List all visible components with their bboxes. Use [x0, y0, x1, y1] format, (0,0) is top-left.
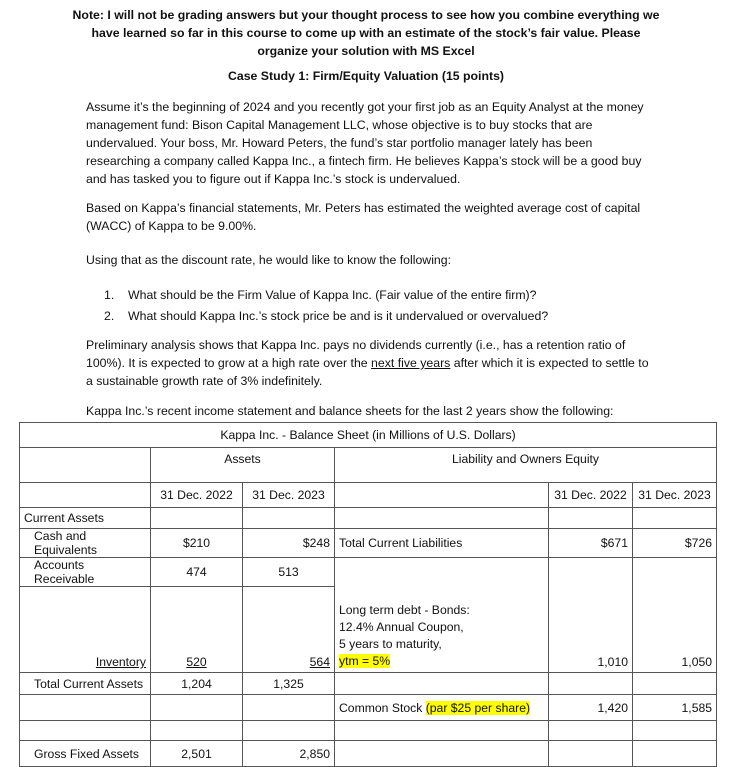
cash-label: Cash and Equivalents — [20, 529, 151, 558]
empty-cell — [335, 741, 549, 767]
ltd-2022: 1,010 — [549, 587, 633, 673]
empty-cell — [549, 508, 633, 529]
cs-2023: 1,585 — [633, 695, 717, 721]
table-row — [20, 508, 717, 529]
date-header-row — [20, 483, 717, 508]
section-header-row — [20, 448, 717, 483]
wacc-line: Based on Kappa’s financial statements, Mr. Peters has estimated the weighted average cost of capital — [86, 201, 641, 215]
prelim-paragraph — [86, 336, 666, 390]
question-item — [104, 306, 548, 327]
prelim-text: after which it is expected to settle to — [450, 356, 649, 370]
intro-line: researching a company called Kappa Inc., a fintech firm. He believes Kappa’s stock will be a good buy — [86, 154, 642, 168]
liab-col-2022: 31 Dec. 2022 — [549, 483, 633, 508]
wacc-line: (WACC) of Kappa to be 9.00%. — [86, 219, 257, 233]
empty-cell — [633, 558, 717, 587]
intro-line: and has tasked you to figure out if Kappa Inc.’s stock is undervalued. — [86, 172, 461, 186]
table-row — [20, 741, 717, 767]
table-title: Kappa Inc. - Balance Sheet (in Millions of U.S. Dollars) — [20, 423, 717, 448]
ltd-line: 5 years to maturity, — [339, 637, 442, 651]
table-row — [20, 673, 717, 695]
gfa-2023: 2,850 — [243, 741, 335, 767]
tcl-2022: $671 — [549, 529, 633, 558]
cash-2023: $248 — [243, 529, 335, 558]
liab-col-2023: 31 Dec. 2023 — [633, 483, 717, 508]
cs-2022: 1,420 — [549, 695, 633, 721]
table-row — [20, 558, 717, 587]
ar-2022: 474 — [151, 558, 243, 587]
long-term-debt-cell — [335, 558, 549, 673]
empty-cell — [20, 483, 151, 508]
question-list — [104, 285, 548, 327]
empty-cell — [243, 695, 335, 721]
inventory-2022: 520 — [151, 587, 243, 673]
ltd-line: 12.4% Annual Coupon, — [339, 620, 464, 634]
empty-cell — [151, 721, 243, 741]
question-number: 2. — [104, 309, 115, 323]
table-row — [20, 721, 717, 741]
intro-paragraph — [86, 98, 666, 188]
assets-header: Assets — [151, 448, 335, 483]
inventory-2023: 564 — [243, 587, 335, 673]
assets-col-2023: 31 Dec. 2023 — [243, 483, 335, 508]
tca-2023: 1,325 — [243, 673, 335, 695]
prelim-line: Preliminary analysis shows that Kappa Inc. pays no dividends currently (i.e., has a retention ratio of — [86, 338, 626, 352]
tca-2022: 1,204 — [151, 673, 243, 695]
question-item — [104, 285, 548, 306]
empty-cell — [335, 721, 549, 741]
ltd-line — [339, 653, 544, 670]
table-title-row — [20, 423, 717, 448]
ytm-highlight: ytm = 5% — [339, 654, 391, 668]
empty-cell — [549, 673, 633, 695]
assets-col-2022: 31 Dec. 2022 — [151, 483, 243, 508]
empty-cell — [243, 721, 335, 741]
empty-cell — [633, 741, 717, 767]
common-stock-text: Common Stock — [339, 700, 426, 715]
empty-cell — [335, 673, 549, 695]
intro-line: Assume it’s the beginning of 2024 and you recently got your first job as an Equity Analyst at the money — [86, 100, 644, 114]
prelim-underlined: next five years — [371, 356, 451, 370]
table-row — [20, 529, 717, 558]
empty-cell — [335, 483, 549, 508]
liabilities-header: Liability and Owners Equity — [335, 448, 717, 483]
empty-cell — [20, 448, 151, 483]
ar-2023: 513 — [243, 558, 335, 587]
inventory-label: Inventory — [20, 587, 151, 673]
note-line: organize your solution with MS Excel — [257, 44, 475, 58]
empty-cell — [633, 673, 717, 695]
prelim-line: a sustainable growth rate of 3% indefinitely. — [86, 374, 323, 388]
empty-cell — [549, 741, 633, 767]
empty-cell — [633, 508, 717, 529]
ltd-line: Long term debt - Bonds: — [339, 603, 470, 617]
tcl-2023: $726 — [633, 529, 717, 558]
common-stock-label — [335, 695, 549, 721]
question-text: What should Kappa Inc.’s stock price be and is it undervalued or overvalued? — [128, 309, 549, 323]
empty-cell — [335, 508, 549, 529]
prelim-line — [86, 354, 666, 372]
gfa-2022: 2,501 — [151, 741, 243, 767]
empty-cell — [549, 721, 633, 741]
intro-line: undervalued. Your boss, Mr. Howard Peters, the fund’s star portfolio manager lately has been — [86, 136, 593, 150]
question-text: What should be the Firm Value of Kappa Inc. (Fair value of the entire firm)? — [128, 288, 537, 302]
gfa-label: Gross Fixed Assets — [20, 741, 151, 767]
tca-label: Total Current Assets — [20, 673, 151, 695]
intro-line: management fund: Bison Capital Management LLC, whose objective is to buy stocks that are — [86, 118, 593, 132]
empty-cell — [243, 508, 335, 529]
ar-label: Accounts Receivable — [20, 558, 151, 587]
par-highlight: (par $25 per share) — [425, 700, 531, 715]
question-number: 1. — [104, 288, 115, 302]
recent-text: Kappa Inc.’s recent income statement and balance sheets for the last 2 years show the following: — [86, 404, 614, 418]
empty-cell — [549, 558, 633, 587]
ltd-2023: 1,050 — [633, 587, 717, 673]
balance-sheet-table — [19, 422, 717, 767]
current-assets-label: Current Assets — [20, 508, 151, 529]
table-row — [20, 695, 717, 721]
empty-cell — [20, 695, 151, 721]
note-heading — [60, 6, 672, 60]
discount-text: Using that as the discount rate, he would like to know the following: — [86, 253, 452, 267]
empty-cell — [20, 721, 151, 741]
prelim-text: 100%). It is expected to grow at a high rate over the — [86, 356, 372, 370]
empty-cell — [151, 695, 243, 721]
note-line: Note: I will not be grading answers but your thought process to see how you combine everything we — [72, 8, 660, 22]
tcl-label: Total Current Liabilities — [335, 529, 549, 558]
cash-2022: $210 — [151, 529, 243, 558]
case-title: Case Study 1: Firm/Equity Valuation (15 points) — [227, 69, 505, 83]
wacc-paragraph — [86, 199, 666, 235]
empty-cell — [151, 508, 243, 529]
empty-cell — [633, 721, 717, 741]
note-line: have learned so far in this course to come up with an estimate of the stock’s fair value. Please — [91, 26, 641, 40]
